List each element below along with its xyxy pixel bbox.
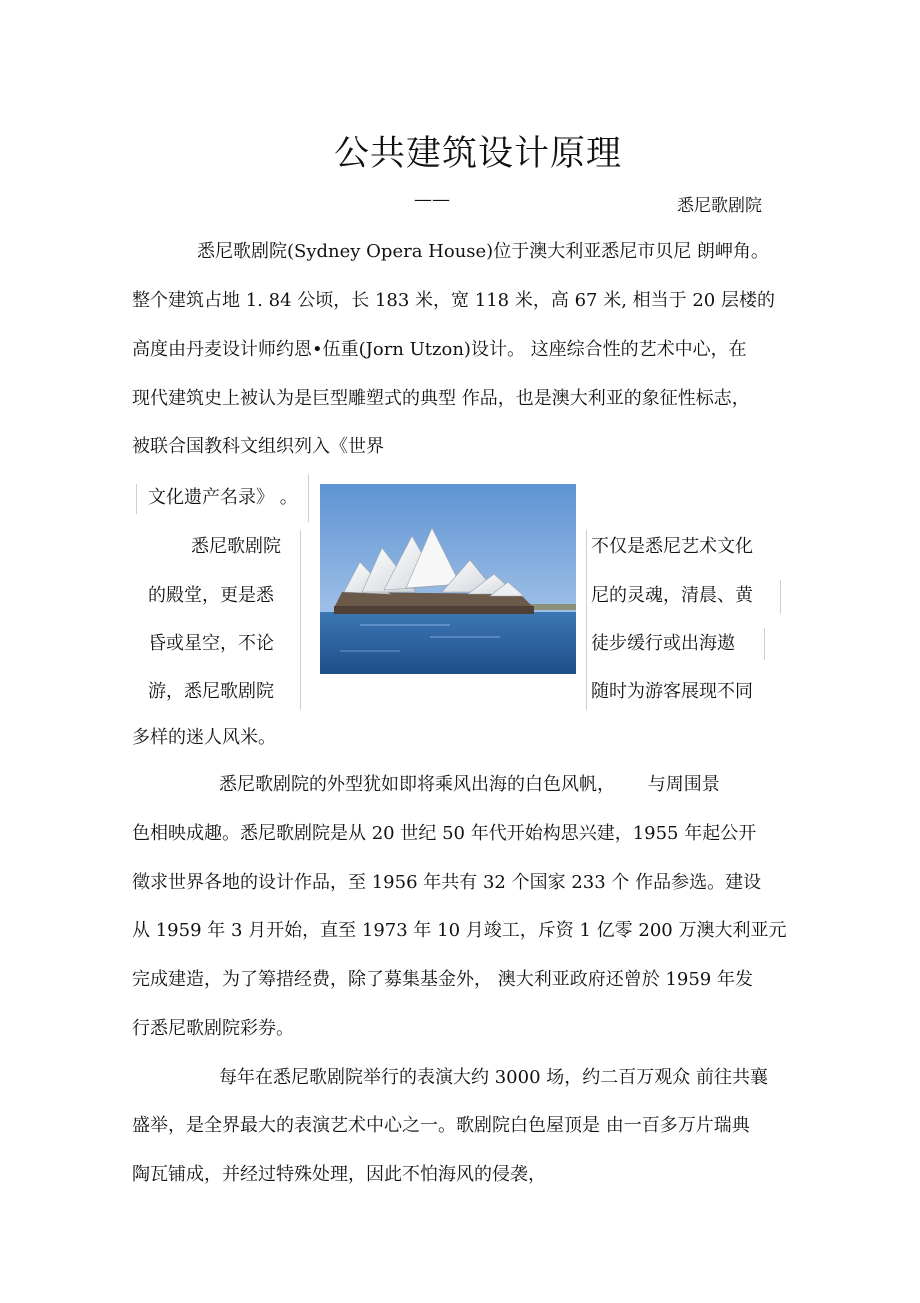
frame-rule (764, 628, 765, 660)
para2-line-3: 徵求世界各地的设计作品，至 1956 年共有 32 个国家 233 个 作品参选。建设 (132, 872, 762, 893)
page-title: 公共建筑设计原理 (333, 134, 622, 174)
subtitle: 悉尼歌剧院 (677, 196, 762, 216)
para2-line-2: 色相映成趣。悉尼歌剧院是从 20 世纪 50 年代开始构思兴建，1955 年起公开 (132, 823, 757, 844)
frame-rule (308, 474, 309, 522)
para3-line-3: 陶瓦铺成，并经过特殊处理，因此不怕海风的侵袭， (132, 1164, 546, 1185)
para1-line-2: 整个建筑占地 1. 84 公顷，长 183 米，宽 118 米，高 67 米, 相当于 20 层楼的 (132, 290, 775, 311)
para2-line-5: 完成建造，为了筹措经费，除了募集基金外， 澳大利亚政府还曾於 1959 年发 (132, 969, 753, 990)
wrap-right-line-4: 随时为游客展现不同 (591, 681, 753, 702)
para1-line-1: 悉尼歌剧院(Sydney Opera House)位于澳大利亚悉尼市贝尼 朗岬角。 (197, 241, 769, 262)
opera-house-photo (320, 484, 576, 674)
para1-line-3: 高度由丹麦设计师约恩•伍重(Jorn Utzon)设计。 这座综合性的艺术中心，在 (132, 339, 747, 360)
para3-line-1: 每年在悉尼歌剧院举行的表演大约 3000 场，约二百万观众 前往共襄 (219, 1067, 768, 1088)
frame-rule (136, 484, 137, 514)
wrap-right-line-3: 徒步缓行或出海遨 (591, 633, 735, 654)
para1-line-5: 被联合国教科文组织列入《世界 (132, 436, 384, 457)
wrap-left-line-1: 文化遗产名录》 。 (148, 487, 298, 508)
opera-house-illustration (320, 484, 576, 674)
wrap-left-line-2: 悉尼歌剧院 (191, 536, 281, 557)
wrap-left-line-4: 昏或星空，不论 (148, 633, 274, 654)
para2-line-6: 行悉尼歌剧院彩券。 (132, 1018, 294, 1039)
subtitle-dash: —— (414, 189, 450, 210)
wrap-right-line-1: 不仅是悉尼艺术文化 (591, 536, 753, 557)
wrap-left-line-5: 游，悉尼歌剧院 (148, 681, 274, 702)
para3-line-2: 盛举，是全界最大的表演艺术中心之一。歌剧院白色屋顶是 由一百多万片瑞典 (132, 1115, 750, 1136)
para1-line-4: 现代建筑史上被认为是巨型雕塑式的典型 作品，也是澳大利亚的象征性标志， (132, 388, 750, 409)
para2-line-4: 从 1959 年 3 月开始，直至 1973 年 10 月竣工，斥资 1 亿零 200 万澳大利亚元 (132, 920, 787, 941)
frame-rule (586, 530, 587, 710)
wrap-right-line-2: 尼的灵魂，清晨、黄 (591, 585, 753, 606)
frame-rule (300, 530, 301, 710)
wrap-left-line-3: 的殿堂，更是悉 (148, 585, 274, 606)
frame-rule (780, 580, 781, 614)
wrap-tail-line: 多样的迷人风米。 (132, 727, 276, 748)
para2-line-1: 悉尼歌剧院的外型犹如即将乘风出海的白色风帆， 与周围景 (219, 774, 720, 795)
